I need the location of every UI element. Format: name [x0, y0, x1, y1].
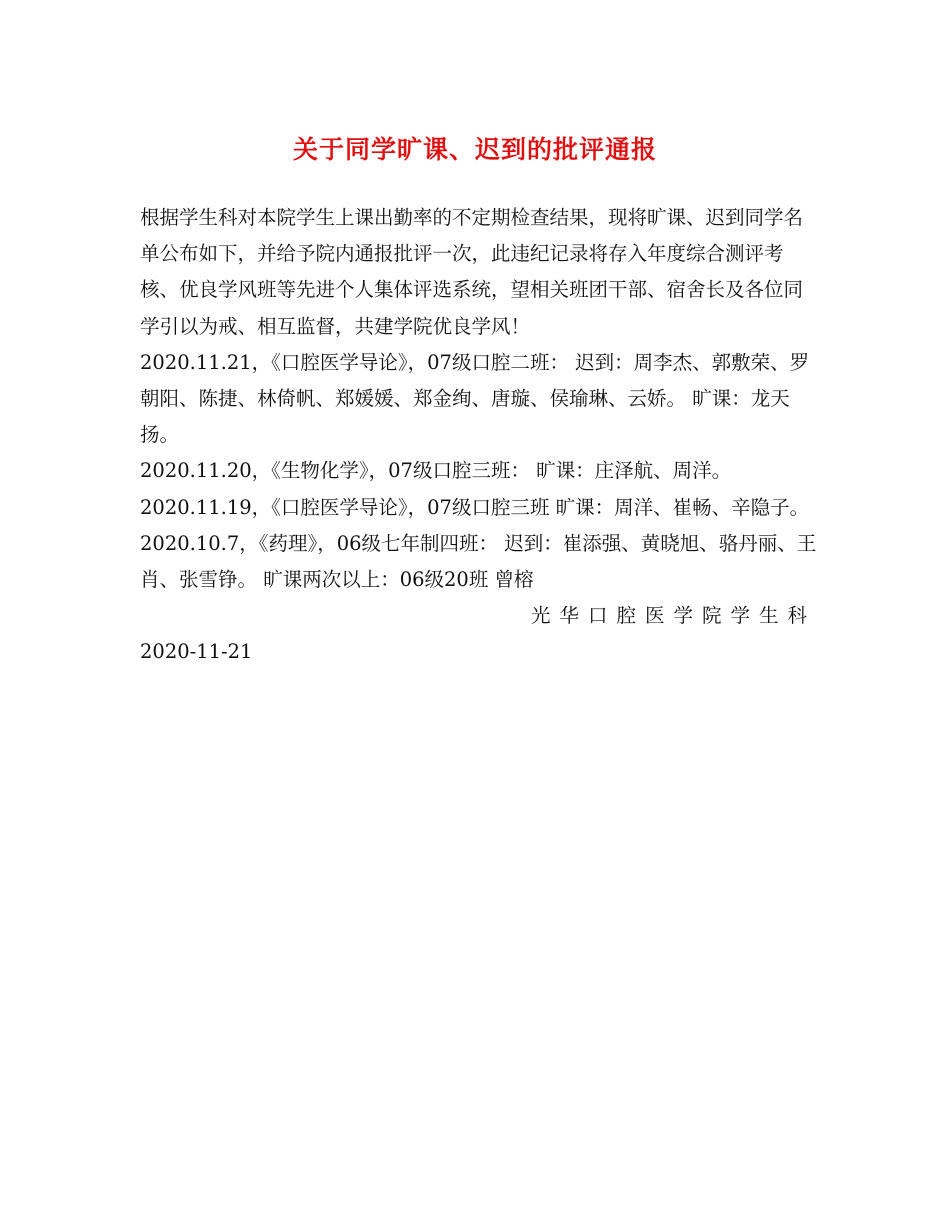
signature: 光华口腔医学院学生科	[530, 604, 816, 628]
document-title: 关于同学旷课、迟到的批评通报	[292, 135, 657, 164]
record-item: 2020.10.7，《药理》，06级七年制四班： 迟到：崔添强、黄晓旭、骆丹丽、王肖、张雪铮。 旷课两次以上：06级20班 曾榕	[140, 531, 817, 592]
intro-paragraph: 根据学生科对本院学生上课出勤率的不定期检查结果，现将旷课、迟到同学名单公布如下，并给予院内通报批评一次，此违纪记录将存入年度综合测评考核、优良学风班等先进个人集体评选系统，望相关班团干部、宿舍长及各位同学引以为戒、相互监督，共建学院优良学风！	[140, 206, 804, 338]
document-body	[140, 200, 820, 671]
record-item: 2020.11.19，《口腔医学导论》，07级口腔三班 旷课：周洋、崔畅、辛隐子。	[140, 495, 810, 519]
document-date: 2020-11-21	[140, 640, 253, 664]
record-item: 2020.11.20，《生物化学》，07级口腔三班： 旷课：庄泽航、周洋。	[140, 459, 732, 483]
record-item: 2020.11.21，《口腔医学导论》，07级口腔二班： 迟到：周李杰、郭敷荣、罗朝阳、陈捷、林倚帆、郑媛媛、郑金绚、唐璇、侯瑜琳、云娇。 旷课：龙天扬。	[140, 350, 810, 447]
